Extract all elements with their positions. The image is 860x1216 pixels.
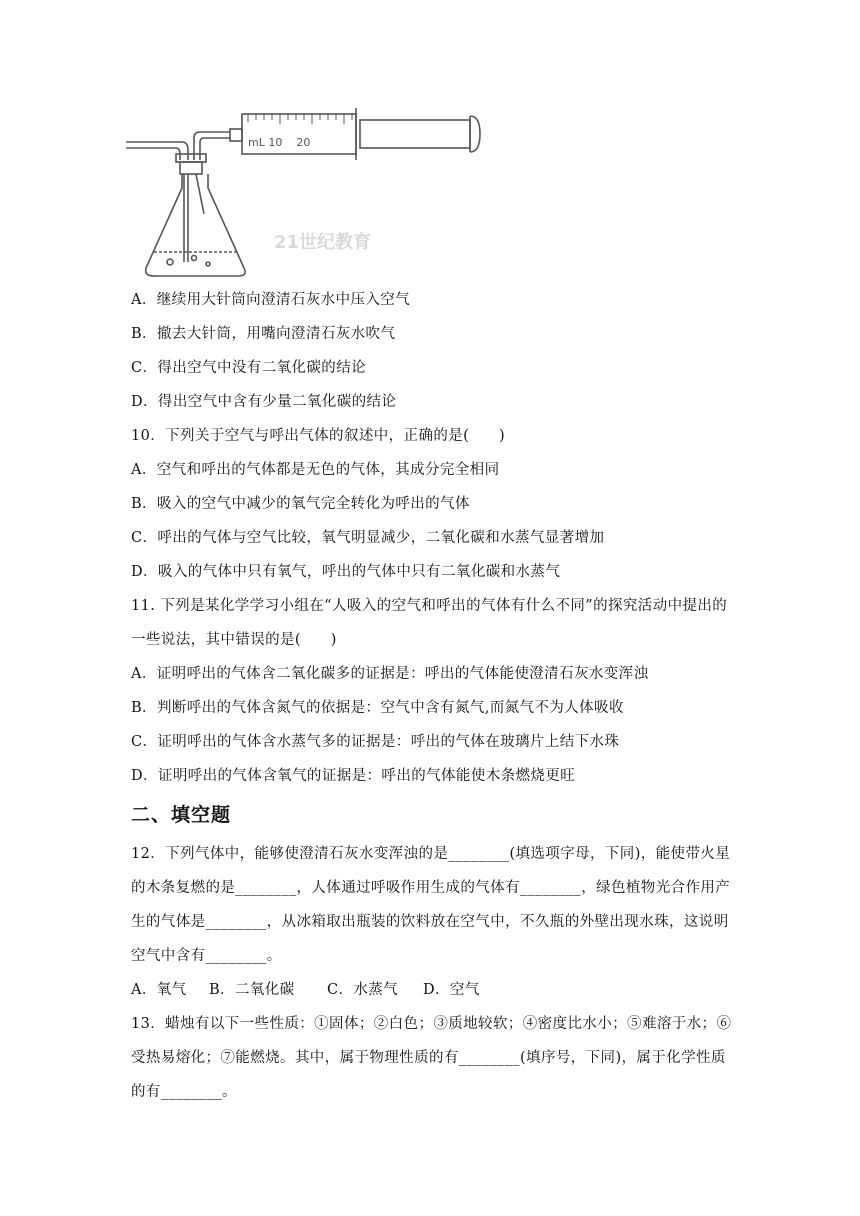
section-heading: 二、填空题	[131, 804, 232, 826]
syringe-flask-apparatus-figure	[124, 96, 484, 282]
q12-line-3: 生的气体是________，从冰箱取出瓶装的饮料放在空气中，不久瓶的外壁出现水珠，这说明	[131, 914, 729, 930]
q9-option-d: D．得出空气中含有少量二氧化碳的结论	[131, 394, 397, 410]
q12-option-b: B．二氧化碳	[209, 982, 295, 998]
q13-line-1: 13．蜡烛有以下一些性质：①固体；②白色；③质地较软；④密度比水小；⑤难溶于水；⑥	[131, 1016, 732, 1032]
q13-line-3: 的有________。	[131, 1084, 237, 1100]
q12-option-c: C．水蒸气	[327, 982, 399, 998]
q9-option-b: B．撤去大针筒，用嘴向澄清石灰水吹气	[131, 326, 396, 342]
q11-option-c: C．证明呼出的气体含水蒸气多的证据是：呼出的气体在玻璃片上结下水珠	[131, 734, 620, 750]
q11-stem-line2: 一些说法，其中错误的是( )	[131, 632, 337, 648]
q11-option-d: D．证明呼出的气体含氧气的证据是：呼出的气体能使木条燃烧更旺	[131, 768, 576, 784]
syringe-scale-label: mL 10 20	[248, 136, 311, 149]
q10-option-a: A．空气和呼出的气体都是无色的气体，其成分完全相同	[131, 462, 500, 478]
q11-option-b: B．判断呼出的气体含氮气的依据是：空气中含有氮气,而氮气不为人体吸收	[131, 700, 624, 716]
watermark-logo: 21世纪教育	[274, 232, 372, 253]
q13-line-2: 受热易熔化；⑦能燃烧。其中，属于物理性质的有________(填序号，下同)，属于化学性质	[131, 1050, 726, 1066]
q12-line-2: 的木条复燃的是________，人体通过呼吸作用生成的气体有________，绿色植物光合作用产	[131, 880, 731, 896]
q12-line-1: 12．下列气体中，能够使澄清石灰水变浑浊的是________(填选项字母，下同)，能使带火星	[131, 846, 731, 862]
q12-line-4: 空气中含有________。	[131, 948, 282, 964]
q9-option-c: C．得出空气中没有二氧化碳的结论	[131, 360, 366, 376]
q11-stem-line1: 11. 下列是某化学学习小组在“人吸入的空气和呼出的气体有什么不同”的探究活动中提出的	[131, 598, 728, 614]
q9-option-a: A．继续用大针筒向澄清石灰水中压入空气	[131, 292, 411, 308]
q12-options	[131, 980, 480, 1000]
q10-option-d: D．吸入的气体中只有氧气，呼出的气体中只有二氧化碳和水蒸气	[131, 564, 561, 580]
q11-option-a: A．证明呼出的气体含二氧化碳多的证据是：呼出的气体能使澄清石灰水变浑浊	[131, 666, 649, 682]
q10-option-b: B．吸入的空气中减少的氧气完全转化为呼出的气体	[131, 496, 470, 512]
q12-option-a: A．氧气	[131, 982, 187, 998]
q12-option-d: D．空气	[423, 982, 480, 998]
q10-option-c: C．呼出的气体与空气比较，氧气明显减少，二氧化碳和水蒸气显著增加	[131, 530, 605, 546]
q10-stem: 10．下列关于空气与呼出气体的叙述中，正确的是( )	[131, 428, 506, 444]
